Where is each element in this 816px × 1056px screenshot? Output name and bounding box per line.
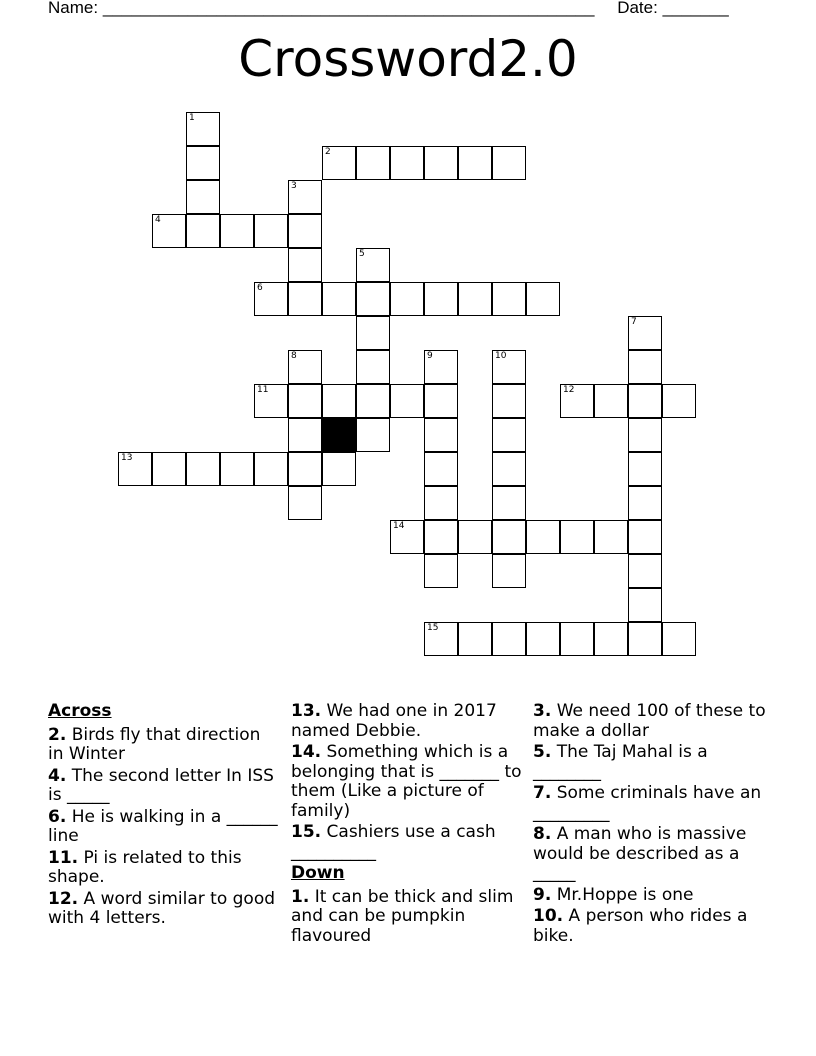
grid-cell[interactable] bbox=[220, 214, 254, 248]
grid-cell[interactable] bbox=[152, 214, 186, 248]
grid-cell[interactable] bbox=[560, 384, 594, 418]
grid-cell[interactable] bbox=[628, 316, 662, 350]
black-cell bbox=[322, 418, 356, 452]
date-field[interactable]: _______ bbox=[662, 0, 729, 17]
grid-cell[interactable] bbox=[492, 282, 526, 316]
grid-cell[interactable] bbox=[186, 146, 220, 180]
grid-cell[interactable] bbox=[254, 452, 288, 486]
grid-cell[interactable] bbox=[560, 622, 594, 656]
clue-across-2[interactable]: 2. Birds fly that direction in Winter bbox=[48, 724, 261, 764]
grid-cell[interactable] bbox=[424, 554, 458, 588]
grid-cell[interactable] bbox=[526, 622, 560, 656]
grid-cell[interactable] bbox=[492, 520, 526, 554]
clue-across-12[interactable]: 12. A word similar to good with 4 letters. bbox=[48, 888, 276, 928]
grid-cell[interactable] bbox=[288, 282, 322, 316]
grid-cell[interactable] bbox=[492, 350, 526, 384]
grid-cell[interactable] bbox=[288, 418, 322, 452]
clue-down-1[interactable]: 1. It can be thick and slim and can be pumpkin flavoured bbox=[291, 886, 514, 946]
grid-cell[interactable] bbox=[424, 146, 458, 180]
grid-cell[interactable] bbox=[118, 452, 152, 486]
grid-cell[interactable] bbox=[594, 520, 628, 554]
grid-cell[interactable] bbox=[288, 180, 322, 214]
grid-cell[interactable] bbox=[152, 452, 186, 486]
grid-cell[interactable] bbox=[356, 248, 390, 282]
grid-cell[interactable] bbox=[356, 384, 390, 418]
grid-cell[interactable] bbox=[424, 486, 458, 520]
name-field[interactable]: ____________________________________________________ bbox=[102, 0, 595, 17]
grid-cell[interactable] bbox=[288, 384, 322, 418]
across-heading: Across bbox=[48, 701, 112, 721]
grid-cell[interactable] bbox=[356, 282, 390, 316]
grid-cell[interactable] bbox=[424, 350, 458, 384]
grid-cell[interactable] bbox=[186, 452, 220, 486]
clue-number: 2 bbox=[325, 147, 331, 157]
grid-cell[interactable] bbox=[186, 180, 220, 214]
grid-cell[interactable] bbox=[288, 486, 322, 520]
clue-down-3[interactable]: 3. We need 100 of these to make a dollar bbox=[533, 701, 766, 741]
clue-number: 1 bbox=[189, 113, 195, 123]
grid-cell[interactable] bbox=[628, 588, 662, 622]
grid-cell[interactable] bbox=[322, 146, 356, 180]
grid-cell[interactable] bbox=[628, 418, 662, 452]
grid-cell[interactable] bbox=[492, 554, 526, 588]
name-label: Name: bbox=[48, 0, 99, 17]
clue-across-13[interactable]: 13. We had one in 2017 named Debbie. bbox=[291, 701, 497, 741]
grid-cell[interactable] bbox=[186, 112, 220, 146]
clue-number: 6 bbox=[257, 283, 263, 293]
clue-number: 15 bbox=[427, 623, 439, 633]
date-label: Date: bbox=[617, 0, 658, 17]
grid-cell[interactable] bbox=[628, 520, 662, 554]
grid-cell[interactable] bbox=[288, 248, 322, 282]
grid-cell[interactable] bbox=[254, 214, 288, 248]
grid-cell[interactable] bbox=[356, 146, 390, 180]
clue-column-2 bbox=[291, 702, 526, 948]
grid-cell[interactable] bbox=[560, 520, 594, 554]
clue-down-5[interactable]: 5. The Taj Mahal is a ________ bbox=[533, 742, 708, 782]
clue-number: 8 bbox=[291, 351, 297, 361]
grid-cell[interactable] bbox=[288, 452, 322, 486]
grid-cell[interactable] bbox=[322, 384, 356, 418]
grid-cell[interactable] bbox=[662, 622, 696, 656]
grid-cell[interactable] bbox=[628, 384, 662, 418]
grid-cell[interactable] bbox=[492, 384, 526, 418]
clue-across-14[interactable]: 14. Something which is a belonging that is _______ to them (Like a picture of family) bbox=[291, 742, 522, 821]
grid-cell[interactable] bbox=[526, 520, 560, 554]
grid-cell[interactable] bbox=[424, 282, 458, 316]
clue-number: 7 bbox=[631, 317, 637, 327]
grid-cell[interactable] bbox=[390, 384, 424, 418]
grid-cell[interactable] bbox=[288, 350, 322, 384]
grid-cell[interactable] bbox=[254, 282, 288, 316]
grid-cell[interactable] bbox=[424, 418, 458, 452]
clue-down-8[interactable]: 8. A man who is massive would be described as a _____ bbox=[533, 824, 747, 883]
grid-cell[interactable] bbox=[458, 520, 492, 554]
grid-cell[interactable] bbox=[356, 316, 390, 350]
clue-number: 5 bbox=[359, 249, 365, 259]
clue-number: 11 bbox=[257, 385, 269, 395]
grid-cell[interactable] bbox=[424, 384, 458, 418]
grid-cell[interactable] bbox=[628, 486, 662, 520]
clue-number: 14 bbox=[393, 521, 405, 531]
grid-cell[interactable] bbox=[628, 554, 662, 588]
grid-cell[interactable] bbox=[220, 452, 254, 486]
grid-cell[interactable] bbox=[458, 282, 492, 316]
down-heading: Down bbox=[291, 863, 345, 883]
grid-cell[interactable] bbox=[424, 452, 458, 486]
grid-cell[interactable] bbox=[492, 418, 526, 452]
grid-cell[interactable] bbox=[288, 214, 322, 248]
grid-cell[interactable] bbox=[390, 146, 424, 180]
grid-cell[interactable] bbox=[526, 282, 560, 316]
clue-across-4[interactable]: 4. The second letter In ISS is _____ bbox=[48, 765, 274, 805]
grid-cell[interactable] bbox=[662, 384, 696, 418]
grid-cell[interactable] bbox=[390, 520, 424, 554]
grid-cell[interactable] bbox=[492, 452, 526, 486]
grid-cell[interactable] bbox=[458, 622, 492, 656]
clue-number: 12 bbox=[563, 385, 575, 395]
grid-cell[interactable] bbox=[322, 452, 356, 486]
grid-cell[interactable] bbox=[594, 622, 628, 656]
clue-number: 9 bbox=[427, 351, 433, 361]
grid-cell[interactable] bbox=[390, 282, 424, 316]
clue-down-9[interactable]: 9. Mr.Hoppe is one bbox=[533, 884, 694, 905]
clue-down-7[interactable]: 7. Some criminals have an _________ bbox=[533, 783, 762, 823]
grid-cell[interactable] bbox=[356, 418, 390, 452]
grid-cell[interactable] bbox=[424, 622, 458, 656]
grid-cell[interactable] bbox=[424, 520, 458, 554]
clue-number: 3 bbox=[291, 181, 297, 191]
grid-cell[interactable] bbox=[254, 384, 288, 418]
clue-number: 10 bbox=[495, 351, 507, 361]
grid-cell[interactable] bbox=[492, 622, 526, 656]
grid-cell[interactable] bbox=[492, 486, 526, 520]
grid-cell[interactable] bbox=[628, 350, 662, 384]
clue-down-10[interactable]: 10. A person who rides a bike. bbox=[533, 906, 748, 946]
clue-across-11[interactable]: 11. Pi is related to this shape. bbox=[48, 847, 242, 887]
clue-across-15[interactable]: 15. Cashiers use a cash __________ bbox=[291, 822, 496, 862]
grid-cell[interactable] bbox=[186, 214, 220, 248]
page-title: Crossword2.0 bbox=[238, 30, 578, 88]
grid-cell[interactable] bbox=[458, 146, 492, 180]
grid-cell[interactable] bbox=[356, 350, 390, 384]
clue-column-1 bbox=[48, 702, 278, 931]
grid-cell[interactable] bbox=[322, 282, 356, 316]
grid-cell[interactable] bbox=[492, 146, 526, 180]
clue-across-6[interactable]: 6. He is walking in a ______ line bbox=[48, 806, 278, 846]
grid-cell[interactable] bbox=[628, 622, 662, 656]
grid-cell[interactable] bbox=[628, 452, 662, 486]
grid-cell[interactable] bbox=[594, 384, 628, 418]
clue-number: 13 bbox=[121, 453, 133, 463]
clue-number: 4 bbox=[155, 215, 161, 225]
clue-column-3 bbox=[533, 702, 773, 948]
